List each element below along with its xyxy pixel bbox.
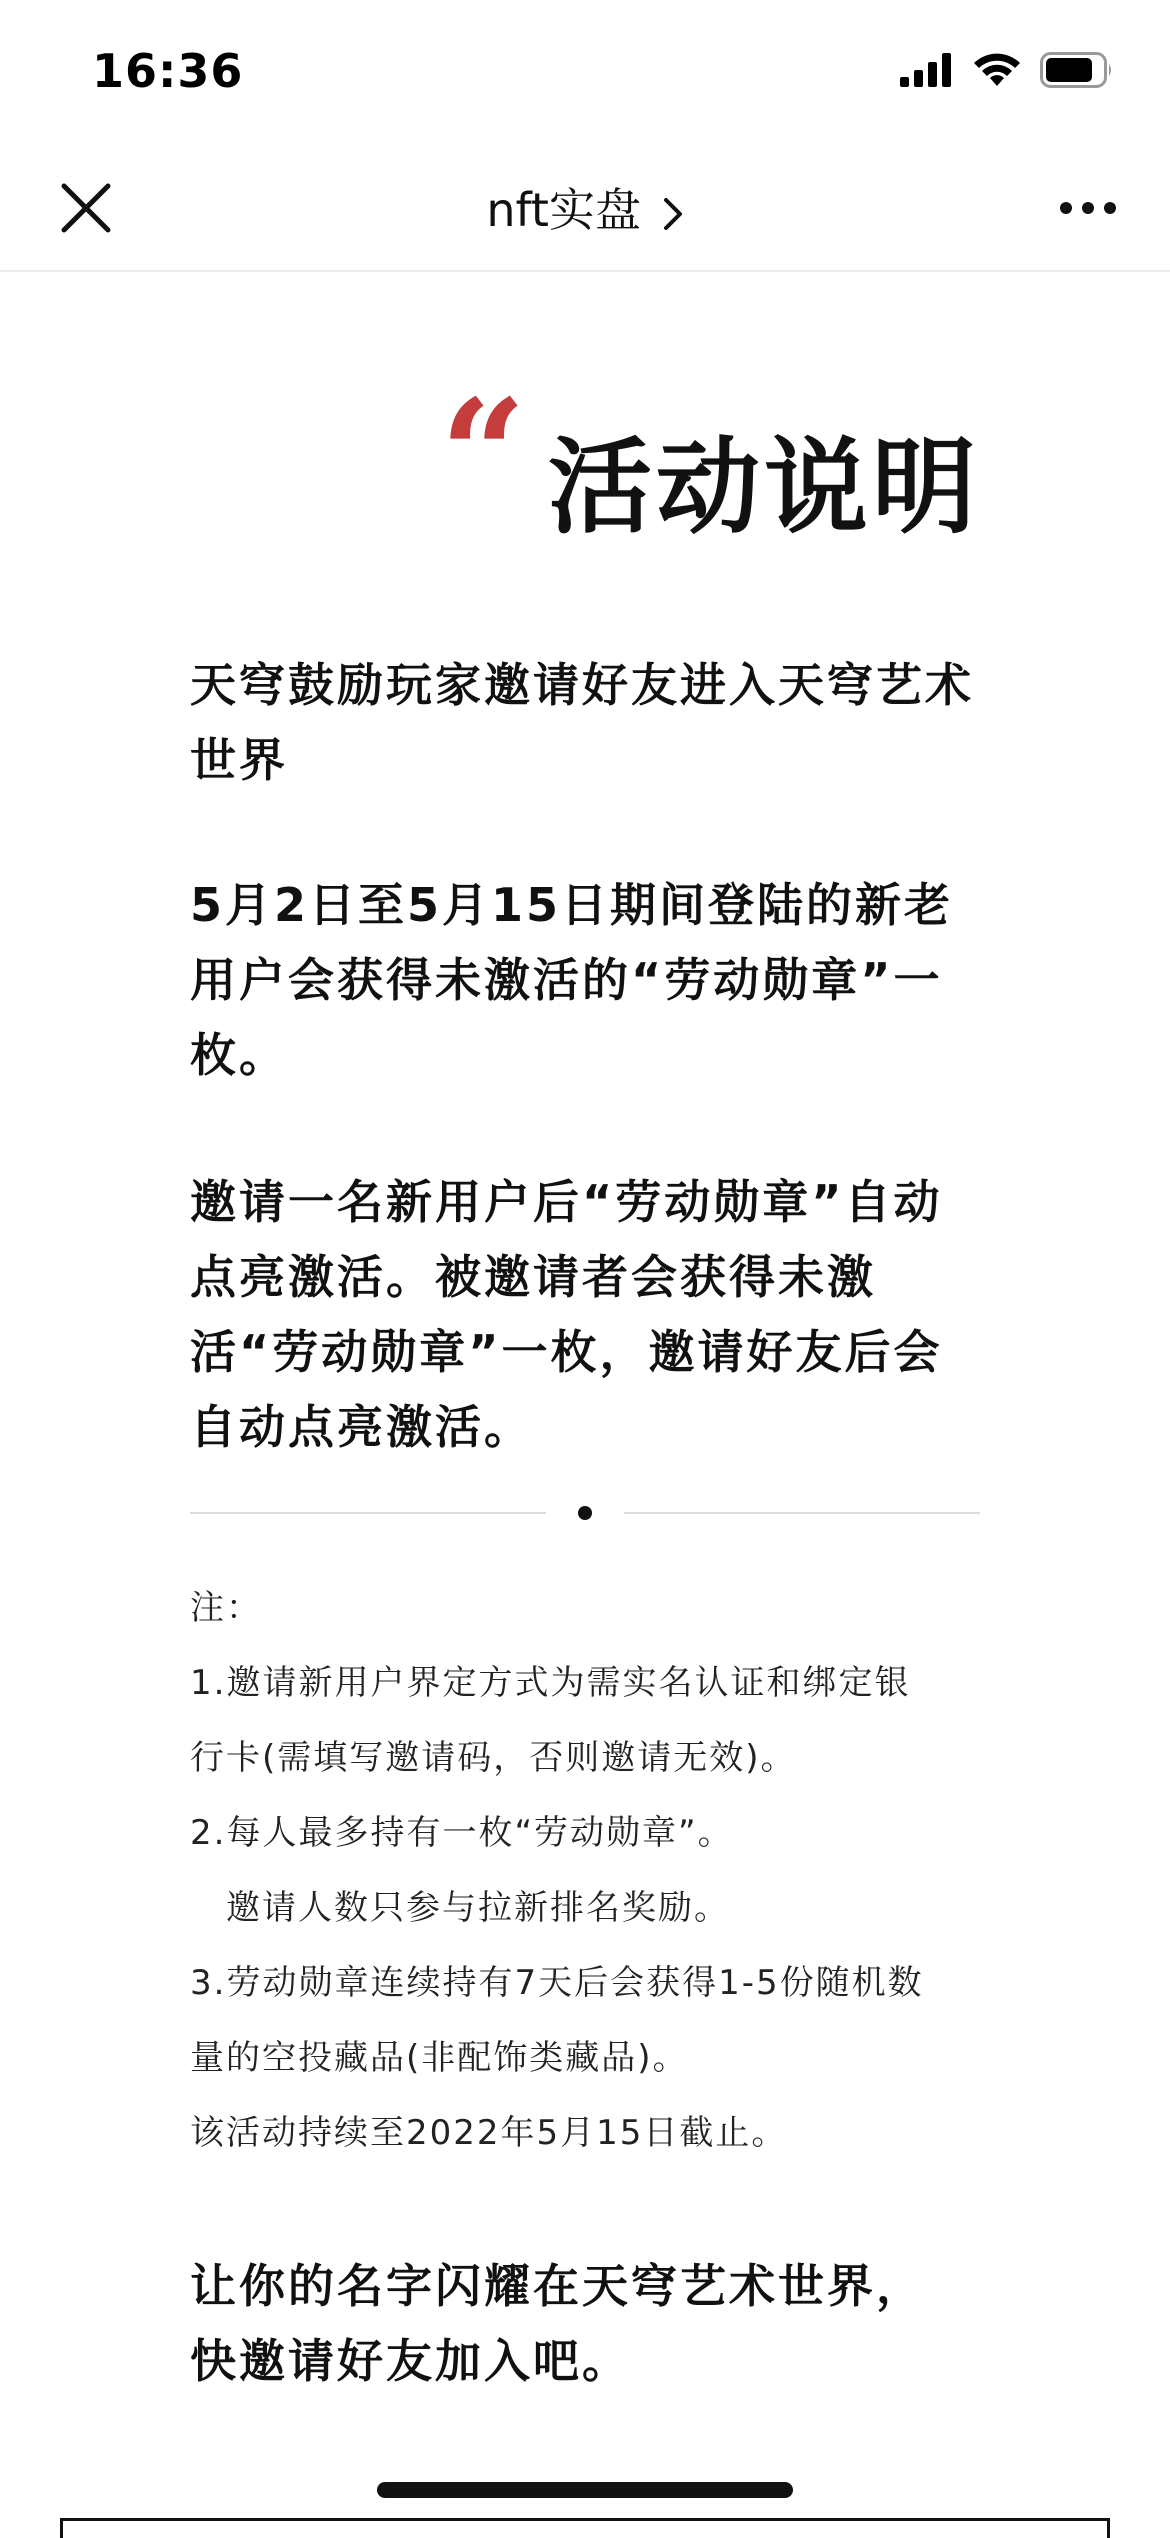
- article-content: [190, 272, 980, 2399]
- nav-title-text: nft实盘: [486, 183, 641, 237]
- divider-dot: [578, 1506, 592, 1520]
- note-line: 2.每人最多持有一枚“劳动勋章”。: [190, 1813, 734, 1853]
- paragraph-intro: 天穹鼓励玩家邀请好友进入天穹艺术世界: [190, 658, 974, 787]
- closing-call-to-action: [190, 2249, 980, 2399]
- closing-line: 快邀请好友加入吧。: [190, 2334, 631, 2388]
- wifi-icon: [972, 52, 1022, 88]
- chevron-right-icon: [662, 196, 684, 232]
- note-line: 行卡(需填写邀请码，否则邀请无效)。: [190, 1738, 797, 1778]
- more-dots-icon[interactable]: [1058, 198, 1118, 218]
- note-line: 邀请人数只参与拉新排名奖励。: [226, 1888, 730, 1928]
- quote-mark-icon: “: [440, 367, 527, 543]
- note-line: 量的空投藏品(非配饰类藏品)。: [190, 2038, 689, 2078]
- nav-bar: [0, 150, 1170, 272]
- status-time: 16:36: [92, 44, 244, 98]
- battery-icon: [1040, 52, 1114, 88]
- page-heading: 活动说明: [547, 426, 980, 548]
- nav-title[interactable]: [0, 174, 1170, 240]
- paragraph-period: 5月2日至5月15日期间登陆的新老用户会获得未激活的“劳动勋章”一枚。: [190, 878, 954, 1082]
- status-icons: [900, 52, 1114, 88]
- status-bar: [0, 0, 1170, 150]
- paragraph-invite: 邀请一名新用户后“劳动勋章”自动点亮激活。被邀请者会获得未激活“劳动勋章”一枚，邀请好友后会自动点亮激活。: [190, 1175, 943, 1454]
- note-line: 该活动持续至2022年5月15日截止。: [190, 2113, 788, 2153]
- section-divider: [190, 1501, 980, 1525]
- note-line: 1.邀请新用户界定方式为需实名认证和绑定银: [190, 1663, 911, 1703]
- divider-line-right: [624, 1512, 980, 1514]
- home-indicator[interactable]: [377, 2482, 793, 2498]
- closing-line: 让你的名字闪耀在天穹艺术世界，: [190, 2259, 925, 2313]
- bottom-frame-edge: [60, 2518, 1110, 2538]
- divider-line-left: [190, 1512, 546, 1514]
- cellular-signal-icon: [900, 53, 954, 87]
- note-heading: 注：: [190, 1588, 262, 1628]
- note-line: 3.劳动勋章连续持有7天后会获得1-5份随机数: [190, 1963, 924, 2003]
- notes-section: [190, 1571, 980, 2171]
- heading-block: [190, 272, 980, 562]
